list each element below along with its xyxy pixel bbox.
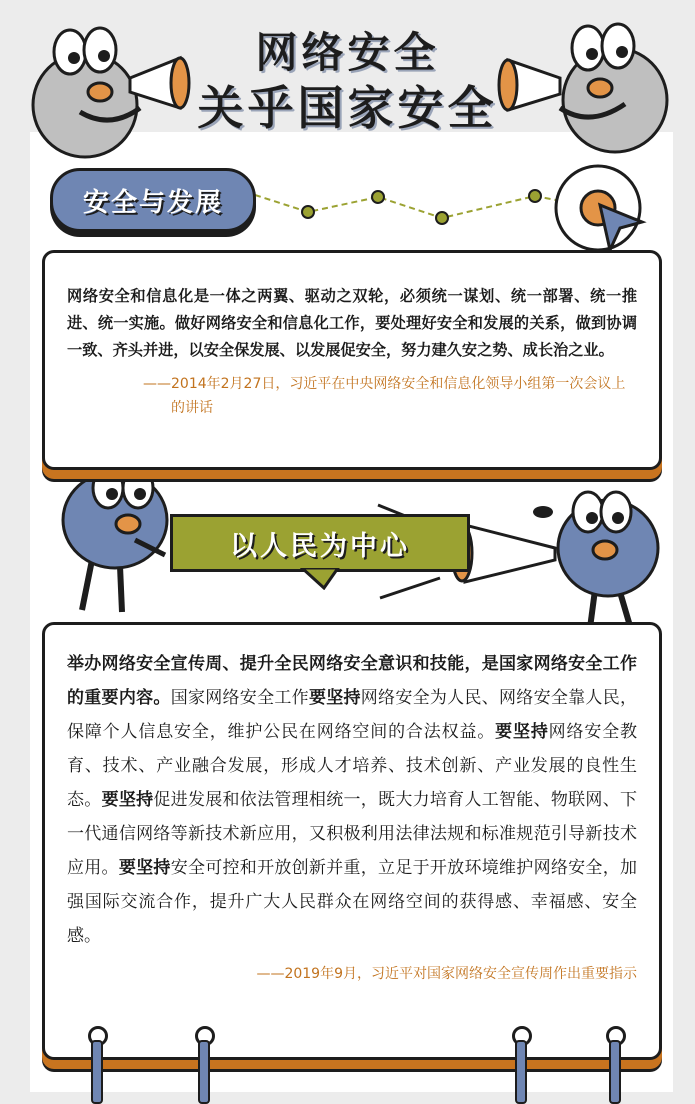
page-title-line1: 网络安全: [255, 28, 440, 77]
binder-ring-bar: [515, 1040, 527, 1104]
section2-banner: [170, 514, 470, 572]
body-emphasis: 要坚持: [101, 790, 154, 810]
section1-card: [42, 250, 662, 470]
body-lead: 举办网络安全宣传周、提升全民网络安全意识和技能，是国家网络安全工作的重要内容。: [67, 654, 637, 708]
binder-ring-bar: [91, 1040, 103, 1104]
section1-source: ——2014年2月27日，习近平在中央网络安全和信息化领导小组第一次会议上的讲话: [143, 376, 626, 416]
section2-source: ——2019年9月，习近平对国家网络安全宣传周作出重要指示: [256, 966, 637, 982]
binder-ring-bar: [198, 1040, 210, 1104]
binder-ring-bar: [609, 1040, 621, 1104]
mascot-middle-left: [63, 468, 167, 612]
section2-card: [42, 622, 662, 1060]
body-text: 促进发展和依法管理相统一，既大力培育人工智能、物联网、下一代通信网络等新技术新应用，又积极利用法律法规和标准规范引导新技术应用。: [67, 790, 637, 878]
body-text: 网络安全为人民、网络安全靠人民，保障个人信息安全，维护公民在网络空间的合法权益。: [67, 688, 637, 742]
target-cursor-icon: [556, 166, 642, 250]
body-text: 国家网络安全工作: [170, 688, 309, 708]
body-emphasis: 要坚持: [118, 858, 171, 878]
banner-tail-icon: [300, 568, 340, 590]
section2-banner-label: 以人民为中心: [230, 530, 410, 562]
section1-tag: [50, 168, 256, 232]
page-title-line2: 关乎国家安全: [197, 81, 498, 135]
connector-line: [255, 190, 598, 224]
body-text: 网络安全教育、技术、产业融合发展，形成人才培养、技术创新、产业发展的良性生态。: [67, 722, 638, 810]
section1-body: 网络安全和信息化是一体之两翼、驱动之双轮，必须统一谋划、统一部署、统一推进、统一实施。做好网络安全和信息化工作，要处理好安全和发展的关系，做到协调一致、齐头并进，以安全保发展、以发展促安全，努力建久安之势、成长治之业。: [67, 287, 637, 359]
section1-tag-label: 安全与发展: [82, 187, 223, 218]
section2-body: [67, 647, 637, 953]
body-emphasis: 要坚持: [495, 722, 549, 742]
body-text: 安全可控和开放创新并重，立足于开放环境维护网络安全，加强国际交流合作，提升广大人民群众在网络空间的获得感、幸福感、安全感。: [67, 858, 637, 946]
body-emphasis: 要坚持: [308, 688, 361, 708]
